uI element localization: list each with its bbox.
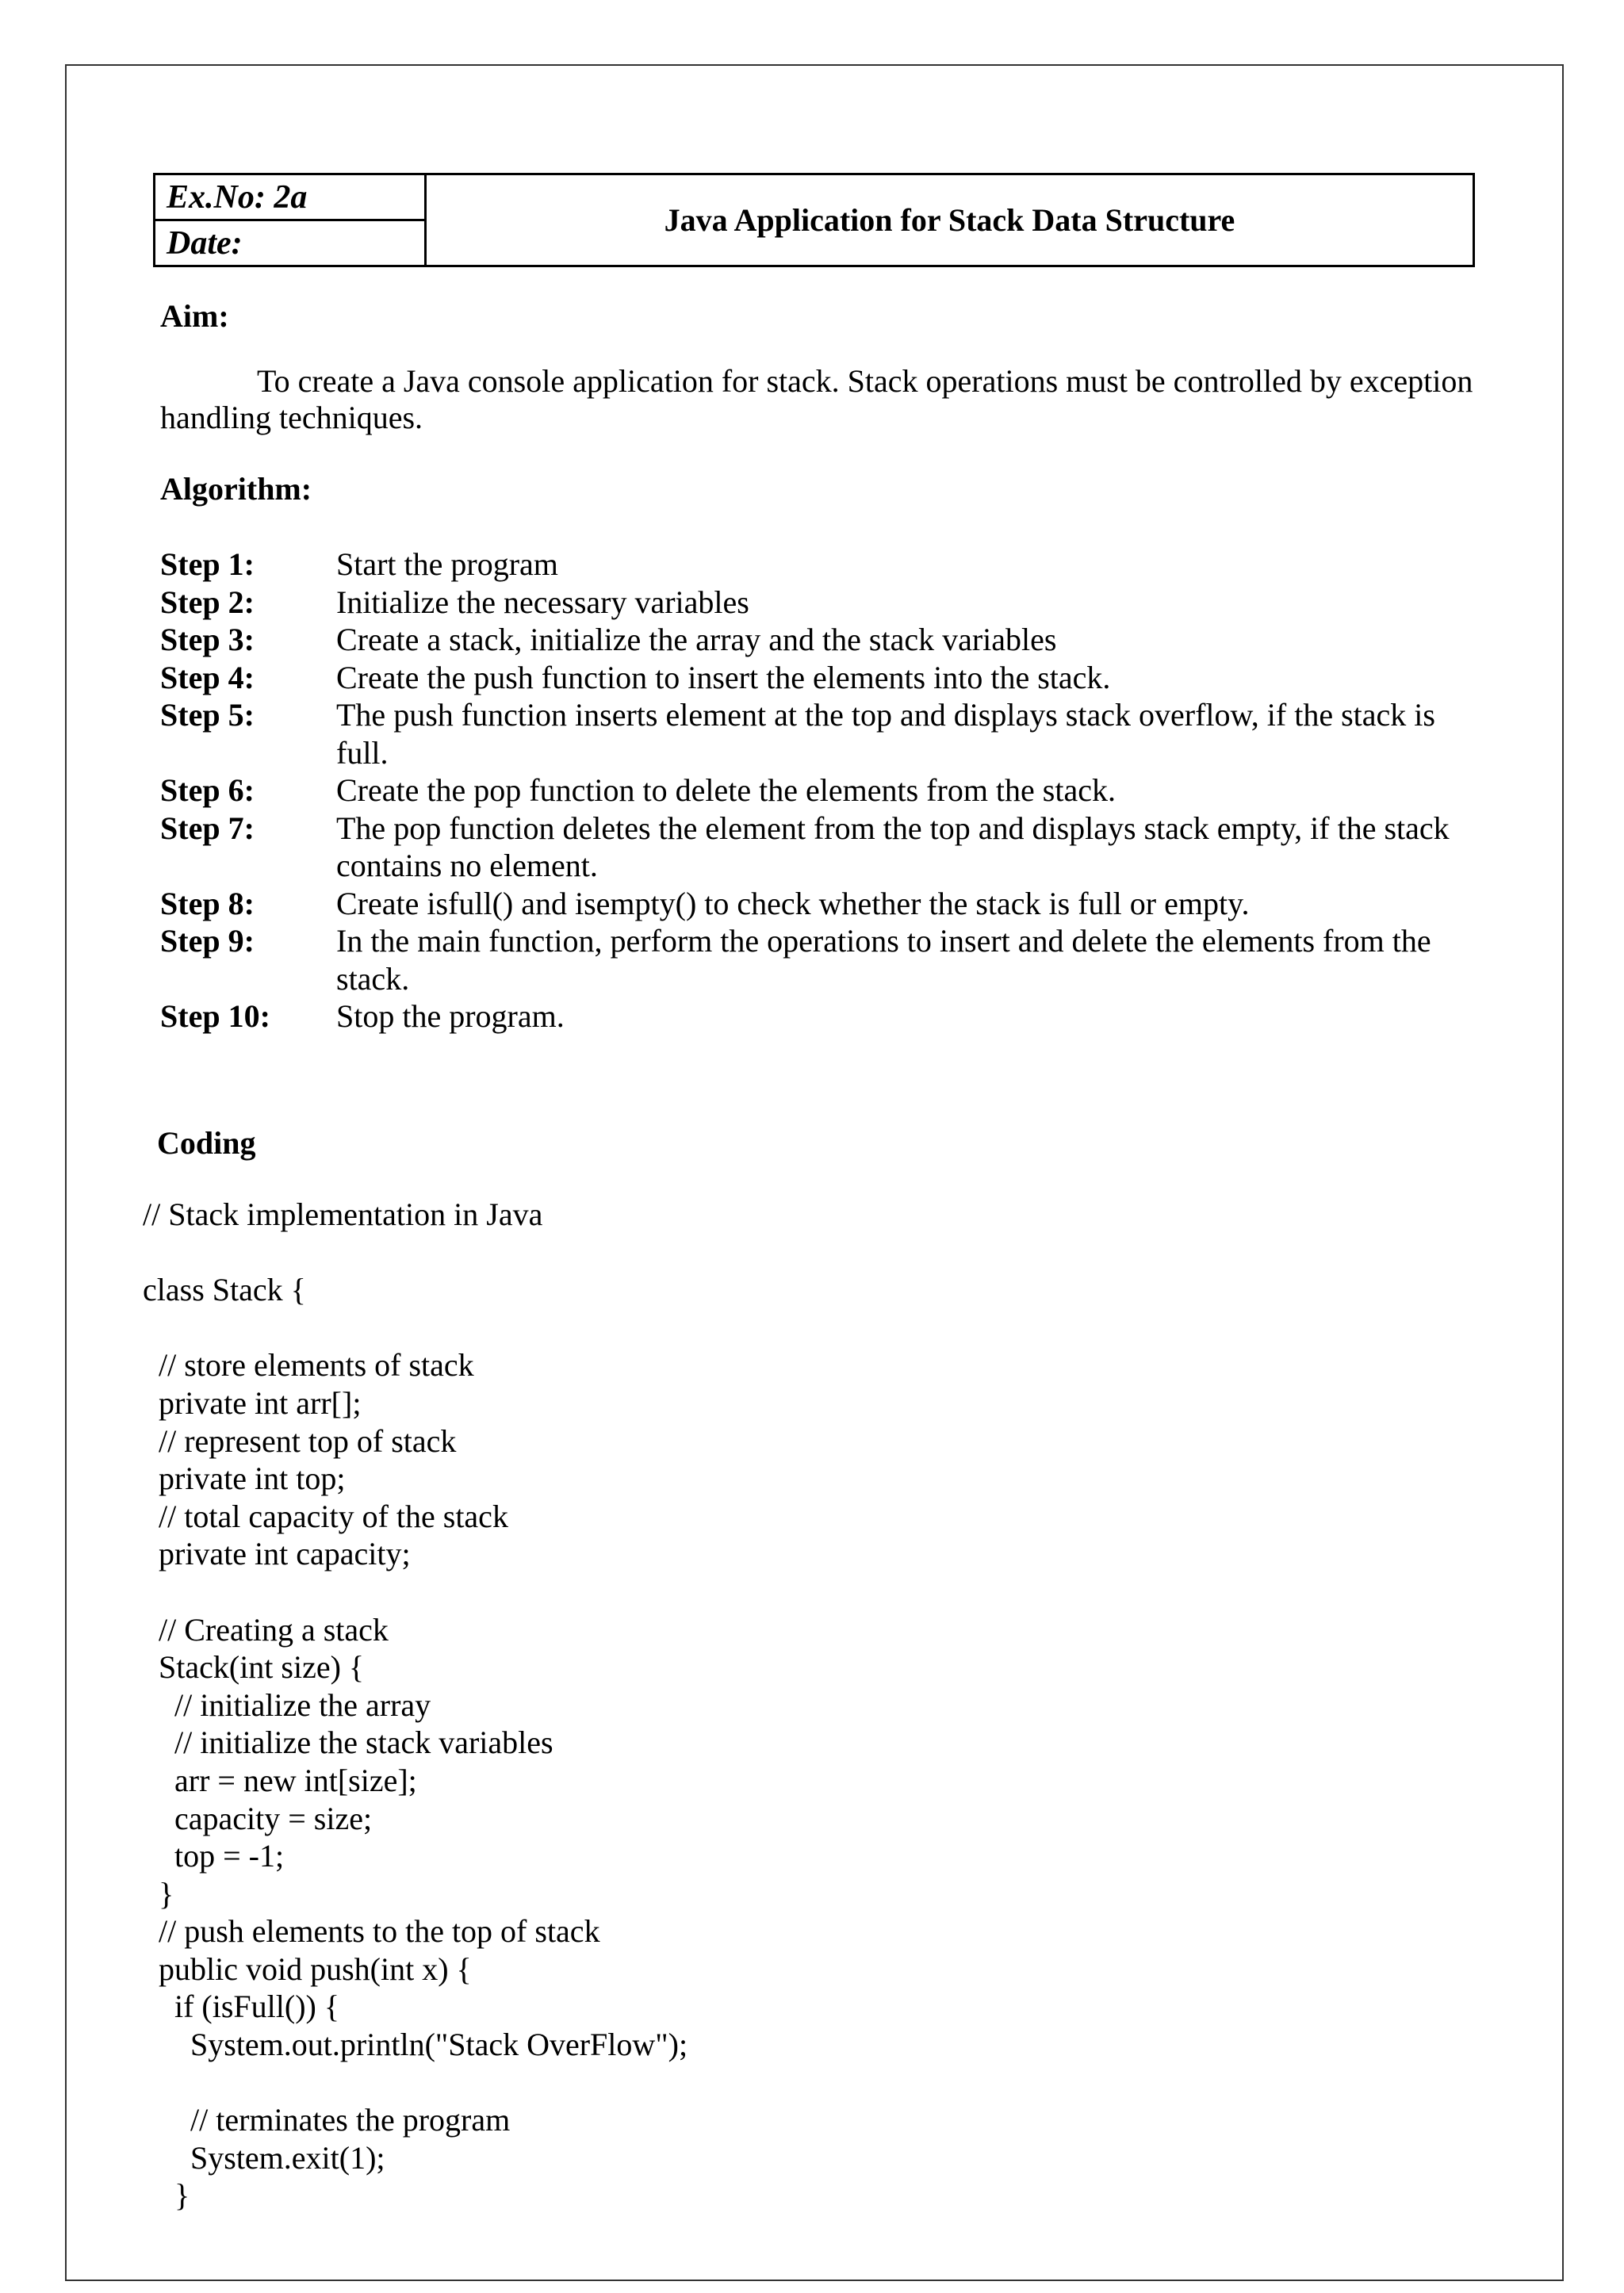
- step-label: Step 8:: [160, 885, 255, 921]
- algorithm-step: [160, 885, 1469, 923]
- code-line: private int arr[];: [143, 1384, 362, 1421]
- code-line: [143, 2064, 688, 2102]
- code-line: top = -1;: [143, 1838, 285, 1874]
- code-line: Stack(int size) {: [143, 1649, 365, 1686]
- code-line: // total capacity of the stack: [143, 1498, 508, 1534]
- code-line: // initialize the array: [143, 1686, 431, 1723]
- step-label: Step 9:: [160, 923, 255, 959]
- algorithm-step: [160, 584, 1469, 622]
- code-line: System.out.println("Stack OverFlow");: [143, 2027, 688, 2063]
- step-text: Stop the program.: [336, 998, 565, 1034]
- step-label: Step 5:: [160, 697, 255, 733]
- algorithm-step: [160, 771, 1469, 810]
- step-label: Step 1:: [160, 546, 255, 582]
- code-line: if (isFull()) {: [143, 1989, 340, 2025]
- code-line: private int capacity;: [143, 1536, 411, 1572]
- code-line: arr = new int[size];: [143, 1762, 417, 1798]
- step-label: Step 6:: [160, 772, 255, 808]
- top-margin-mark: [791, 0, 831, 6]
- algorithm-heading: Algorithm:: [160, 471, 312, 507]
- algorithm-steps: [160, 545, 1469, 1035]
- code-line: // Stack implementation in Java: [143, 1196, 543, 1232]
- step-text: The push function inserts element at the top and displays stack overflow, if the stack is full.: [336, 697, 1435, 771]
- code-line: System.exit(1);: [143, 2139, 385, 2176]
- step-text: Initialize the necessary variables: [336, 584, 749, 620]
- code-block: [143, 1196, 688, 2215]
- code-line: [143, 1234, 688, 1272]
- exercise-title: Java Application for Stack Data Structure: [426, 174, 1474, 266]
- aim-paragraph: [160, 363, 1477, 436]
- step-text: In the main function, perform the operations to insert and delete the elements from the stack.: [336, 923, 1431, 997]
- code-line: [143, 1573, 688, 1611]
- code-line: class Stack {: [143, 1272, 306, 1308]
- algorithm-step: [160, 696, 1469, 771]
- code-line: // initialize the stack variables: [143, 1725, 553, 1761]
- algorithm-step: [160, 922, 1469, 997]
- code-line: }: [143, 2177, 190, 2214]
- step-text: Start the program: [336, 546, 558, 582]
- step-label: Step 7:: [160, 810, 255, 846]
- date-cell: Date:: [155, 220, 426, 266]
- coding-heading: Coding: [157, 1125, 256, 1161]
- step-text: The pop function deletes the element from the top and displays stack empty, if the stack contains no element.: [336, 810, 1450, 883]
- code-line: // store elements of stack: [143, 1347, 474, 1384]
- step-text: Create a stack, initialize the array and the stack variables: [336, 622, 1057, 657]
- algorithm-step: [160, 621, 1469, 659]
- code-line: [143, 1309, 688, 1347]
- aim-heading: Aim:: [160, 298, 229, 334]
- step-label: Step 2:: [160, 584, 255, 620]
- algorithm-step: [160, 659, 1469, 697]
- exercise-header-table: [153, 173, 1475, 267]
- code-line: // terminates the program: [143, 2102, 511, 2138]
- code-line: // push elements to the top of stack: [143, 1913, 600, 1950]
- ex-no-cell: Ex.No: 2a: [155, 174, 426, 220]
- step-label: Step 4:: [160, 659, 255, 695]
- step-label: Step 3:: [160, 622, 255, 657]
- step-text: Create the pop function to delete the elements from the stack.: [336, 772, 1116, 808]
- step-text: Create the push function to insert the elements into the stack.: [336, 659, 1111, 695]
- code-line: // represent top of stack: [143, 1422, 457, 1459]
- code-line: public void push(int x) {: [143, 1950, 472, 1987]
- algorithm-step: [160, 810, 1469, 885]
- aim-text: To create a Java console application for stack. Stack operations must be controlled by exception handling techniques.: [160, 363, 1473, 435]
- step-text: Create isfull() and isempty() to check whether the stack is full or empty.: [336, 885, 1250, 921]
- algorithm-step: [160, 997, 1469, 1035]
- code-line: // Creating a stack: [143, 1611, 389, 1648]
- code-line: }: [143, 1875, 174, 1912]
- algorithm-step: [160, 545, 1469, 584]
- code-line: capacity = size;: [143, 1800, 373, 1836]
- step-label: Step 10:: [160, 998, 270, 1034]
- code-line: private int top;: [143, 1460, 346, 1497]
